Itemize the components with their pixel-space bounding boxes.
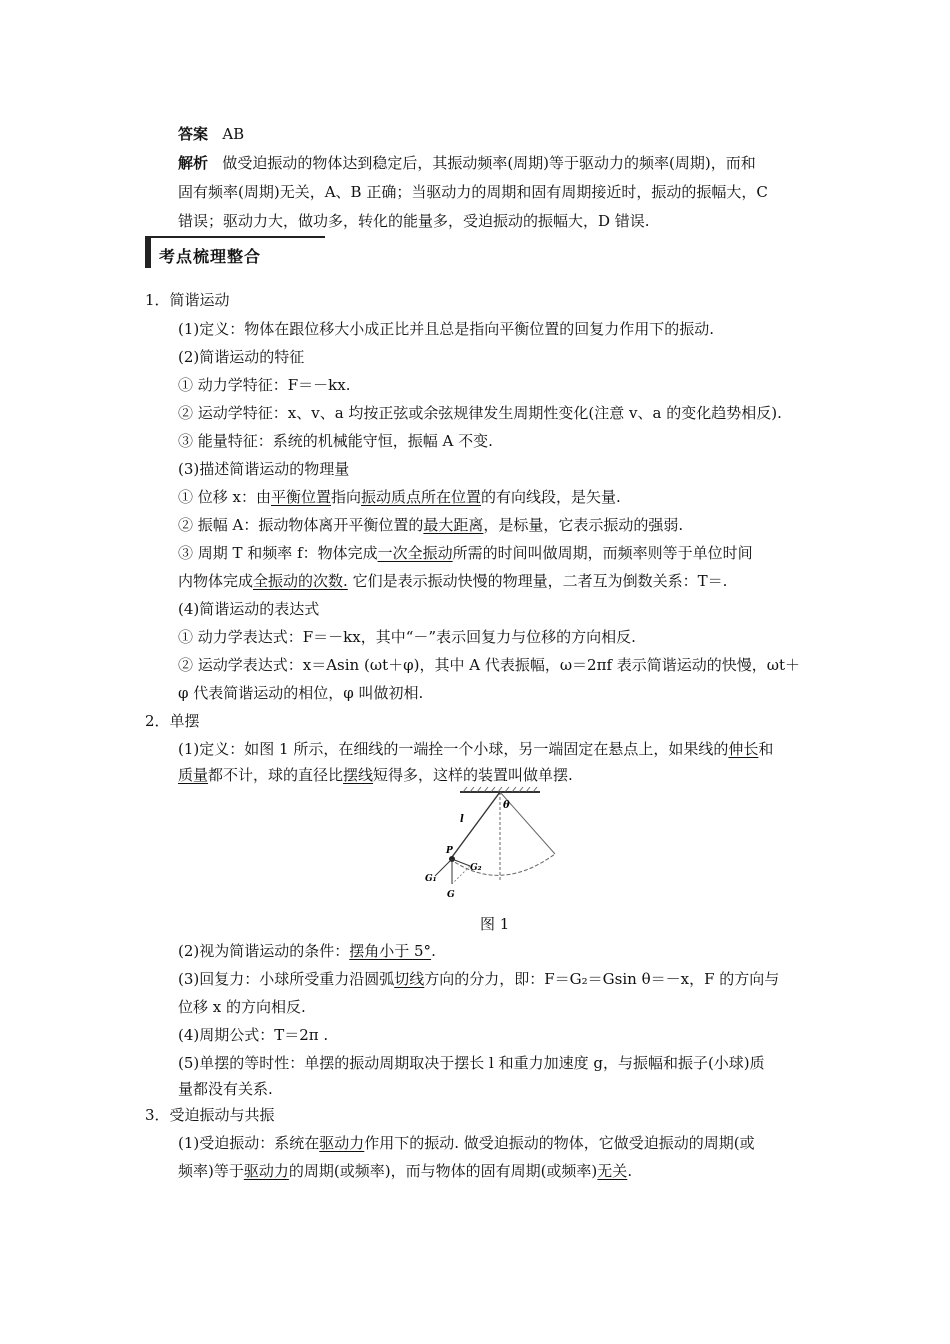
s1-expr-title: (4)简谐运动的表达式: [178, 600, 320, 618]
answer-value: AB: [222, 125, 245, 143]
s2-rest1-b: 切线: [394, 970, 425, 988]
label-g1: G₁: [425, 874, 437, 884]
s2-def1: [178, 739, 773, 759]
s1-q3-d: 内物体完成: [178, 572, 254, 590]
s3-line2: [178, 1161, 632, 1181]
analysis-label: 解析: [178, 154, 209, 172]
s1-q1-d: 振动质点所在位置: [361, 488, 482, 506]
s2-cond-a: (2)视为简谐运动的条件：: [178, 942, 350, 960]
s2-rest2: 位移 x 的方向相反.: [178, 998, 306, 1016]
s1-q3-a: ③ 周期 T 和频率 f：物体完成: [178, 544, 378, 562]
s1-q1-a: ① 位移 x：由: [178, 488, 271, 506]
s1-q2-b: 最大距离: [423, 516, 484, 534]
s1-q1-e: 的有向线段，是矢量.: [481, 488, 621, 506]
s1-heading: 1．简谐运动: [145, 291, 230, 309]
s2-def2-c: 摆线: [343, 766, 374, 784]
s2-def1-b: 伸长: [728, 740, 759, 758]
s1-q3-b: 一次全振动: [377, 544, 453, 562]
s2-def2-d: 短得多，这样的装置叫做单摆.: [373, 766, 573, 784]
s1-q2-a: ② 振幅 A：振动物体离开平衡位置的: [178, 516, 424, 534]
s2-rest1-c: 方向的分力，即：F＝G₂＝Gsin θ＝－x，F 的方向与: [424, 970, 780, 988]
s1-q1: [178, 487, 621, 507]
s3-line1: [178, 1133, 755, 1153]
s1-q2-c: ，是标量，它表示振动的强弱.: [483, 516, 684, 534]
s1-expr2a: ② 运动学表达式：x＝Asin (ωt＋φ)，其中 A 代表振幅，ω＝2πf 表示简谐运动的快慢，ωt＋: [178, 656, 801, 674]
s1-q1-b: 平衡位置: [271, 488, 332, 506]
label-g: G: [447, 890, 455, 900]
section-rule: [145, 236, 325, 238]
s1-feat3: ③ 能量特征：系统的机械能守恒，振幅 A 不变.: [178, 432, 493, 450]
s1-qty-title: (3)描述简谐运动的物理量: [178, 460, 350, 478]
s1-q3-cont: [178, 571, 727, 591]
s1-def: (1)定义：物体在跟位移大小成正比并且总是指向平衡位置的回复力作用下的振动.: [178, 320, 715, 338]
label-p: P: [446, 846, 453, 856]
s3-l2-b: 驱动力: [243, 1162, 289, 1180]
analysis-line-2: 固有频率(周期)无关，A、B 正确；当驱动力的周期和固有周期接近时，振动的振幅大，C: [178, 183, 768, 201]
s1-q3: [178, 543, 753, 563]
s2-def1-c: 和: [758, 740, 774, 758]
s2-iso2: 量都没有关系.: [178, 1080, 273, 1098]
s2-def2: [178, 765, 573, 785]
s3-l2-c: 的周期(或频率)，而与物体的固有周期(或频率): [288, 1162, 598, 1180]
s2-period: (4)周期公式：T＝2π .: [178, 1026, 329, 1044]
s2-iso1: (5)单摆的等时性：单摆的振动周期取决于摆长 l 和重力加速度 g，与振幅和振子(小球)质: [178, 1054, 765, 1072]
force-g2: [452, 859, 470, 866]
s2-def1-a: (1)定义：如图 1 所示，在细线的一端拴一个小球，另一端固定在悬点上，如果线的: [178, 740, 729, 758]
s3-heading: 3．受迫振动与共振: [145, 1106, 275, 1124]
answer-line: [178, 124, 244, 144]
s1-feat1: ① 动力学特征：F＝－kx.: [178, 376, 351, 394]
s1-q3-c: 所需的时间叫做周期，而频率则等于单位时间: [452, 544, 753, 562]
section-header: [145, 236, 325, 270]
s1-q3-e: 全振动的次数.: [253, 572, 348, 590]
analysis-line-1: [178, 153, 756, 173]
s2-def2-b: 都不计，球的直径比: [208, 766, 344, 784]
analysis-line-3: 错误；驱动力大，做功多，转化的能量多，受迫振动的振幅大，D 错误.: [178, 212, 650, 230]
s3-l2-a: 频率)等于: [178, 1162, 244, 1180]
s1-feat-title: (2)简谐运动的特征: [178, 348, 305, 366]
section-title: 考点梳理整合: [159, 247, 262, 266]
s1-q3-f: 它们是表示振动快慢的物理量，二者互为倒数关系：T＝.: [352, 572, 728, 590]
s2-rest1: [178, 969, 779, 989]
force-g1: [435, 859, 452, 876]
s1-expr1: ① 动力学表达式：F＝－kx，其中“－”表示回复力与位移的方向相反.: [178, 628, 636, 646]
s3-l1-c: 作用下的振动. 做受迫振动的物体，它做受迫振动的周期(或: [364, 1134, 755, 1152]
s3-l1-a: (1)受迫振动：系统在: [178, 1134, 320, 1152]
s2-rest1-a: (3)回复力：小球所受重力沿圆弧: [178, 970, 395, 988]
s2-cond-c: .: [431, 942, 436, 960]
label-l: l: [460, 814, 464, 825]
figure-caption: 图 1: [480, 915, 510, 933]
answer-label: 答案: [178, 125, 209, 143]
label-theta: θ: [503, 800, 510, 811]
s2-heading: 2．单摆: [145, 712, 200, 730]
s1-expr2b: φ 代表简谐运动的相位，φ 叫做初相.: [178, 684, 424, 702]
s1-feat2: ② 运动学特征：x、v、a 均按正弦或余弦规律发生周期性变化(注意 v、a 的变化趋势相反).: [178, 404, 782, 422]
s1-q2: [178, 515, 683, 535]
s1-q1-c: 指向: [331, 488, 362, 506]
section-marker: [145, 238, 151, 268]
pendulum-figure: [415, 784, 565, 910]
s3-l1-b: 驱动力: [319, 1134, 365, 1152]
s3-l2-d: 无关: [597, 1162, 628, 1180]
s2-cond-b: 摆角小于 5°: [349, 942, 432, 960]
label-g2: G₂: [470, 863, 482, 873]
analysis-text-1: 做受迫振动的物体达到稳定后，其振动频率(周期)等于驱动力的频率(周期)，而和: [222, 154, 756, 172]
s3-l2-e: .: [627, 1162, 633, 1180]
s2-cond: [178, 941, 436, 961]
s2-def2-a: 质量: [178, 766, 209, 784]
